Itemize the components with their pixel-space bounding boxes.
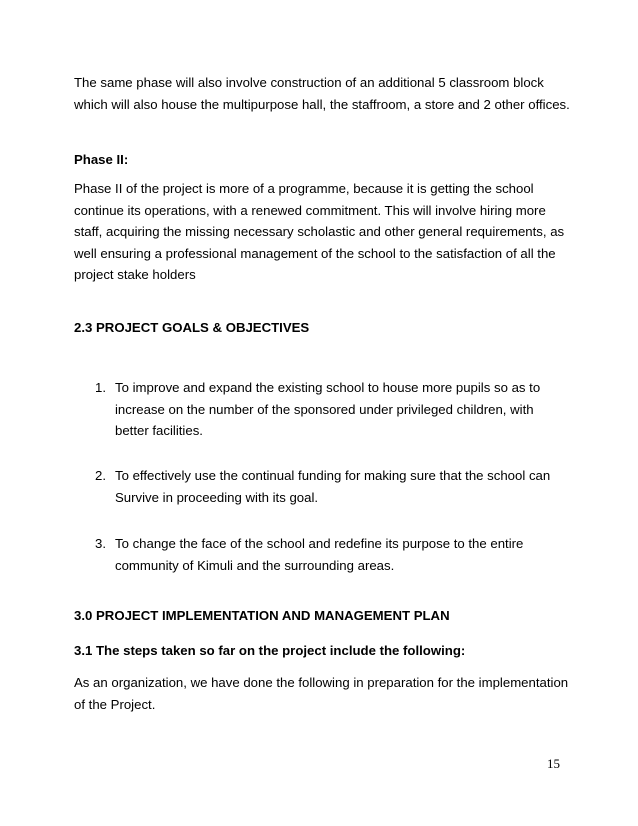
goal-text: To improve and expand the existing school to house more pupils so as to increase on the number of the sponsored under privileged children, with better facilities. <box>115 380 541 439</box>
goal-number: 3. <box>95 536 106 551</box>
goal-number: 1. <box>95 380 106 395</box>
paragraph-phase-two: Phase II of the project is more of a programme, because it is getting the school continue its operations, with a renewed commitment. This will involve hiring more staff, acquiring the missing necessary scholastic and other general requirements, as well ensuring a professional management of the school to the satisfaction of all the project stake holders <box>74 181 565 283</box>
heading-steps: 3.1 The steps taken so far on the project include the following: <box>74 643 466 658</box>
paragraph-preparation: As an organization, we have done the following in preparation for the implementation of the Project. <box>74 675 569 712</box>
goal-text: To effectively use the continual funding for making sure that the school can Survive in proceeding with its goal. <box>115 468 551 505</box>
heading-phase-two: Phase II: <box>74 152 129 167</box>
goal-number: 2. <box>95 468 106 483</box>
goal-item <box>95 465 565 508</box>
heading-goals: 2.3 PROJECT GOALS & OBJECTIVES <box>74 320 310 335</box>
goal-text: To change the face of the school and redefine its purpose to the entire community of Kimuli and the surrounding areas. <box>115 536 524 573</box>
heading-implementation: 3.0 PROJECT IMPLEMENTATION AND MANAGEMENT PLAN <box>74 608 450 623</box>
paragraph-phase-one: The same phase will also involve construction of an additional 5 classroom block which will also house the multipurpose hall, the staffroom, a store and 2 other offices. <box>74 75 570 112</box>
goal-item <box>95 377 565 442</box>
goal-item <box>95 533 565 576</box>
page-number: 15 <box>547 756 560 771</box>
